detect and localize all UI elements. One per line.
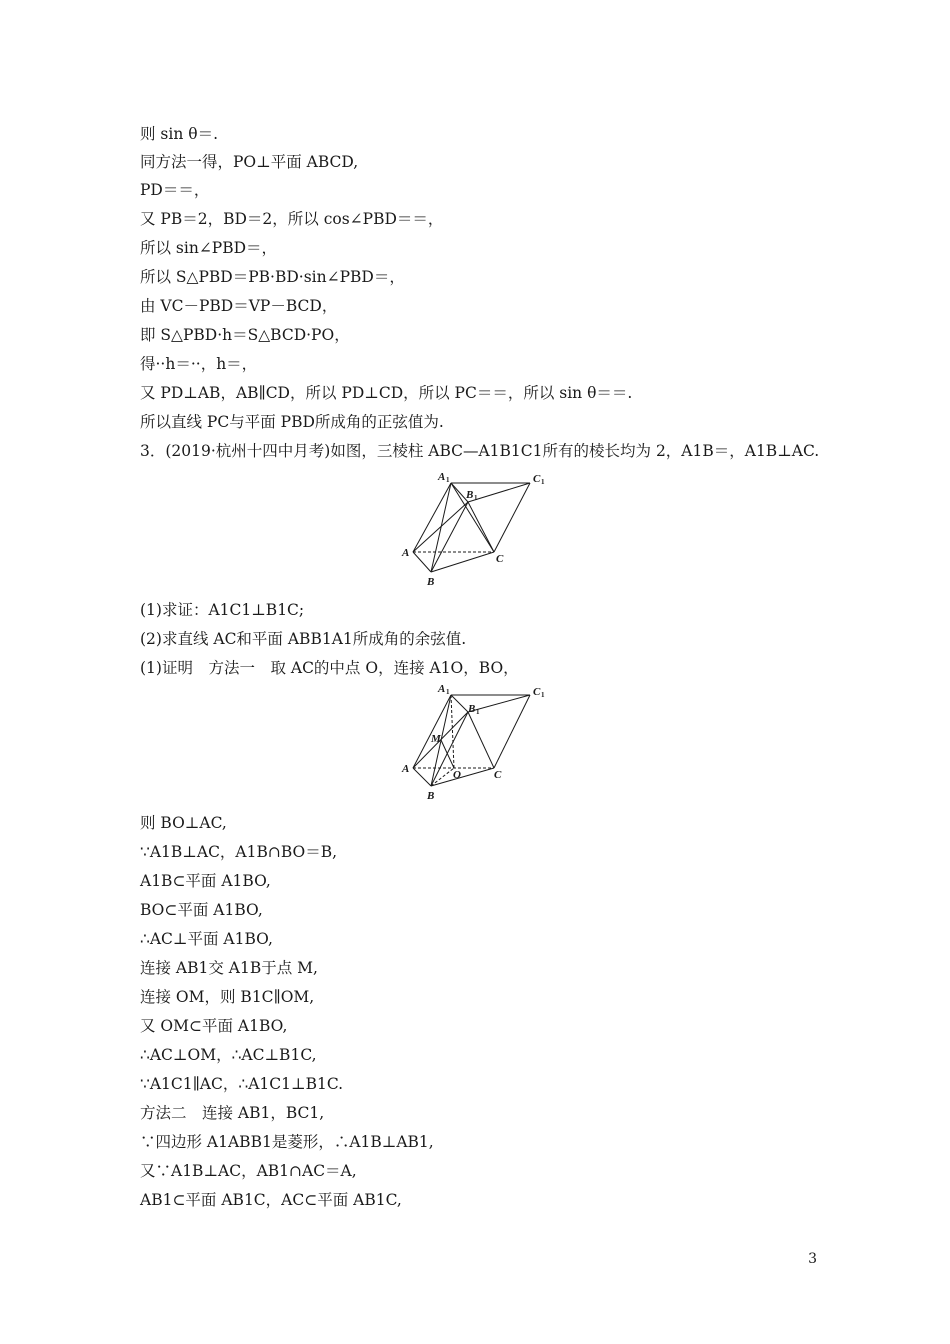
text-line: 得··h＝··，h＝， [140, 355, 258, 373]
text-line: 方法二 连接 AB1，BC1, [140, 1104, 325, 1122]
text-line: 连接 OM，则 B1C∥OM, [140, 988, 315, 1006]
label-C1: C [533, 473, 541, 485]
label-O: O [453, 769, 461, 781]
label-B: B [427, 790, 435, 802]
label-C: C [496, 553, 504, 565]
text-line: A1B⊂平面 A1BO, [140, 872, 271, 890]
label-B1: B [466, 489, 474, 501]
label-C1-sub: 1 [541, 691, 545, 699]
text-line: ∵A1B⊥AC，A1B∩BO＝B, [140, 843, 338, 861]
text-line: 同方法一得，PO⊥平面 ABCD, [140, 153, 359, 171]
text-line: 连接 AB1交 A1B于点 M, [140, 959, 318, 977]
text-line: 又 OM⊂平面 A1BO, [140, 1017, 288, 1035]
label-A1: A [438, 683, 446, 695]
label-M: M [431, 733, 441, 745]
label-A1: A [438, 471, 446, 483]
text-line: ∴AC⊥OM，∴AC⊥B1C, [140, 1046, 317, 1064]
text-line: 又∵A1B⊥AC，AB1∩AC＝A, [140, 1162, 357, 1180]
text-line: 所以 sin∠PBD＝， [140, 239, 278, 257]
text-line: 又 PB＝2，BD＝2，所以 cos∠PBD＝＝， [140, 210, 444, 228]
label-A: A [402, 763, 410, 775]
problem-statement: 3．(2019·杭州十四中月考)如图，三棱柱 ABC—A1B1C1所有的棱长均为 2，A1B＝，A1B⊥AC. [140, 442, 820, 460]
text-line: 则 sin θ＝. [140, 125, 219, 143]
text-line: 由 VC－PBD＝VP－BCD， [140, 297, 338, 315]
text-line: ∴AC⊥平面 A1BO, [140, 930, 273, 948]
text-line: 则 BO⊥AC, [140, 814, 227, 832]
question-2: (2)求直线 AC和平面 ABB1A1所成角的余弦值. [140, 630, 467, 648]
text-line: ∵A1C1∥AC，∴A1C1⊥B1C. [140, 1075, 344, 1093]
prism-figure-1 [398, 468, 558, 592]
label-B1: B [468, 703, 476, 715]
text-line: 即 S△PBD·h＝S△BCD·PO， [140, 326, 350, 344]
text-line: AB1⊂平面 AB1C，AC⊂平面 AB1C, [140, 1191, 402, 1209]
label-B: B [427, 576, 435, 588]
text-line: 所以 S△PBD＝PB·BD·sin∠PBD＝， [140, 268, 405, 286]
page-number: 3 [808, 1251, 817, 1267]
text-line: BO⊂平面 A1BO, [140, 901, 263, 919]
label-B1-sub: 1 [476, 708, 480, 716]
label-C1-sub: 1 [541, 478, 545, 486]
label-A1-sub: 1 [446, 476, 450, 484]
question-1: (1)求证：A1C1⊥B1C; [140, 601, 305, 619]
label-C1: C [533, 686, 541, 698]
text-line: 又 PD⊥AB，AB∥CD，所以 PD⊥CD，所以 PC＝＝，所以 sin θ＝＝. [140, 384, 633, 402]
text-line: ∵四边形 A1ABB1是菱形，∴A1B⊥AB1, [140, 1133, 434, 1151]
label-B1-sub: 1 [474, 494, 478, 502]
label-A1-sub: 1 [446, 688, 450, 696]
text-line: PD＝＝， [140, 181, 210, 199]
prism-figure-2 [398, 680, 558, 804]
label-C: C [494, 769, 502, 781]
label-A: A [402, 547, 410, 559]
text-line: 所以直线 PC与平面 PBD所成角的正弦值为. [140, 413, 444, 431]
proof-start: (1)证明 方法一 取 AC的中点 O，连接 A1O，BO， [140, 659, 519, 677]
